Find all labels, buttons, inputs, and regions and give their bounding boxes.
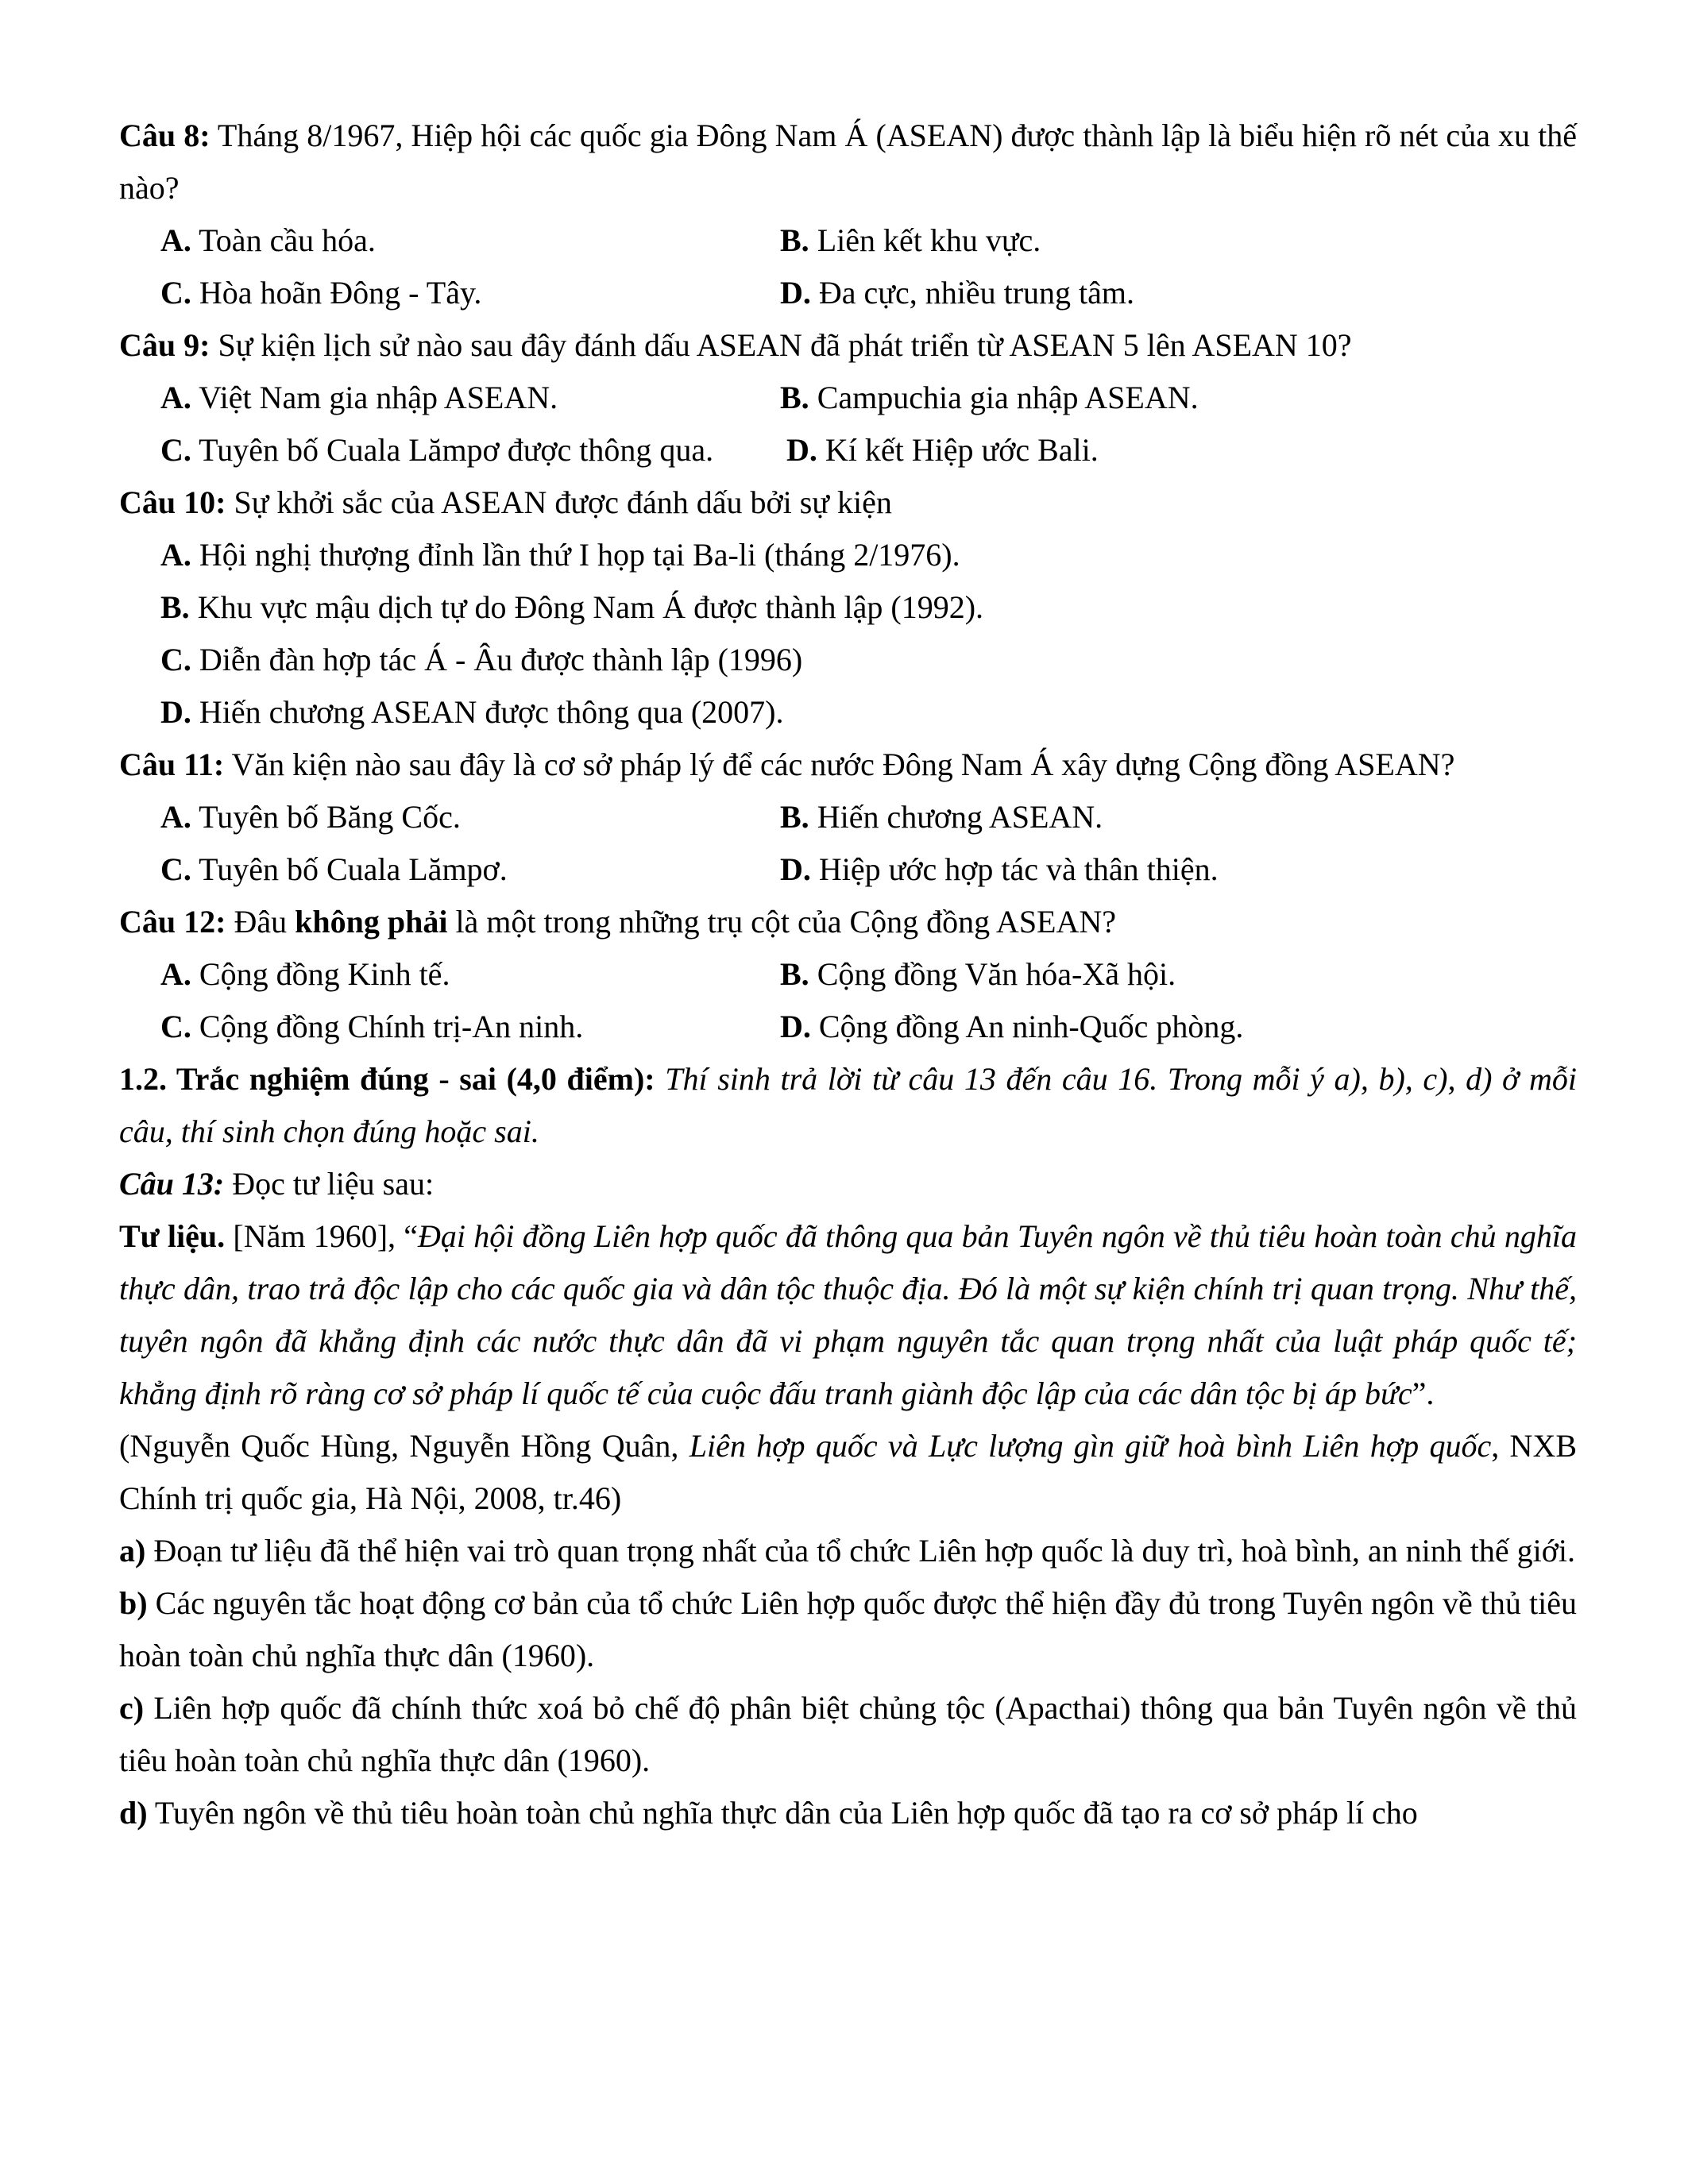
citation-publisher: , NXB Chính trị quốc gia, Hà Nội, 2008, tr.46) (119, 1428, 1578, 1516)
question-8 (119, 110, 1577, 214)
option-letter: C. (160, 275, 191, 311)
question-label: Câu 9: (119, 327, 211, 363)
option-text: Cộng đồng An ninh-Quốc phòng. (810, 1009, 1244, 1044)
document-page (119, 110, 1577, 1839)
option-letter: A. (160, 956, 191, 992)
option-letter: A. (160, 799, 191, 835)
option-text: Tuyên bố Băng Cốc. (191, 799, 461, 835)
option-text: Kí kết Hiệp ước Bali. (817, 432, 1099, 468)
option-text: Hội nghị thượng đỉnh lần thứ I họp tại Ba-li (tháng 2/1976). (191, 537, 960, 573)
source-quote: Đại hội đồng Liên hợp quốc đã thông qua bản Tuyên ngôn về thủ tiêu hoàn toàn chủ nghĩa thực dân, trao trả độc lập cho các quốc gia và dân tộc thuộc địa. Đó là một sự kiện chính trị quan trọng. Như thế, tuyên ngôn đã khẳng định các nước thực dân đã vi phạm nguyên tắc quan trọng nhất của luật pháp quốc tế; khẳng định rõ ràng cơ sở pháp lí quốc tế của cuộc đấu tranh giành độc lập của các dân tộc bị áp bức (119, 1218, 1577, 1411)
option-c (119, 267, 748, 319)
option-d (772, 424, 1398, 477)
question-text: Sự kiện lịch sử nào sau đây đánh dấu ASEAN đã phát triển từ ASEAN 5 lên ASEAN 10? (210, 327, 1352, 363)
option-letter: B. (780, 956, 809, 992)
question-emphasis: không phải (295, 904, 448, 940)
option-letter: D. (786, 432, 817, 468)
options-row (119, 1001, 1577, 1053)
option-letter: B. (780, 222, 809, 258)
options-row (119, 424, 1577, 477)
source-suffix: ”. (1412, 1376, 1435, 1411)
option-c (119, 634, 1577, 686)
option-c (119, 424, 772, 477)
option-a (119, 948, 748, 1001)
option-b (748, 214, 1041, 267)
option-letter: C. (160, 1009, 191, 1044)
options-row (119, 948, 1577, 1001)
statement-letter: d) (119, 1795, 148, 1831)
statement-text: Đoạn tư liệu đã thể hiện vai trò quan trọng nhất của tổ chức Liên hợp quốc là duy trì, hoà bình, an ninh thế giới. (145, 1533, 1575, 1569)
options-row (119, 267, 1577, 319)
source-label: Tư liệu. (119, 1218, 226, 1254)
source-passage (119, 1210, 1577, 1420)
option-letter: D. (780, 1009, 811, 1044)
option-text: Khu vực mậu dịch tự do Đông Nam Á được thành lập (1992). (189, 589, 984, 625)
option-d (748, 843, 1219, 896)
options-row (119, 843, 1577, 896)
statement-c (119, 1682, 1577, 1787)
option-d (119, 686, 1577, 739)
source-prefix: [Năm 1960], “ (225, 1218, 419, 1254)
option-text: Cộng đồng Văn hóa-Xã hội. (809, 956, 1176, 992)
statement-letter: a) (119, 1533, 146, 1569)
citation (119, 1420, 1577, 1525)
option-b (748, 372, 1199, 424)
option-d (748, 1001, 1243, 1053)
question-11 (119, 739, 1577, 791)
question-label: Câu 13: (119, 1166, 225, 1202)
option-a (119, 214, 748, 267)
option-text: Việt Nam gia nhập ASEAN. (191, 380, 558, 415)
statement-text: Các nguyên tắc hoạt động cơ bản của tổ chức Liên hợp quốc được thể hiện đầy đủ trong Tuyên ngôn về thủ tiêu hoàn toàn chủ nghĩa thực dân (1960). (119, 1585, 1577, 1673)
options-row (119, 372, 1577, 424)
option-text: Liên kết khu vực. (809, 222, 1041, 258)
option-b (748, 948, 1176, 1001)
option-b (119, 581, 1577, 634)
option-d (748, 267, 1134, 319)
section-heading (119, 1053, 1577, 1158)
statement-b (119, 1577, 1577, 1682)
question-text: Đọc tư liệu sau: (224, 1166, 435, 1202)
statement-text: Liên hợp quốc đã chính thức xoá bỏ chế độ phân biệt chủng tộc (Apacthai) thông qua bản Tuyên ngôn về thủ tiêu hoàn toàn chủ nghĩa thực dân (1960). (119, 1690, 1577, 1778)
option-text: Toàn cầu hóa. (191, 222, 376, 258)
option-b (748, 791, 1103, 843)
option-text: Hòa hoãn Đông - Tây. (191, 275, 482, 311)
option-letter: C. (160, 851, 191, 887)
question-13 (119, 1158, 1577, 1210)
option-letter: D. (780, 851, 811, 887)
option-letter: A. (160, 380, 191, 415)
statement-letter: c) (119, 1690, 145, 1726)
question-text: Đâu (226, 904, 295, 940)
option-letter: B. (780, 380, 809, 415)
question-label: Câu 8: (119, 118, 211, 153)
option-text: Campuchia gia nhập ASEAN. (809, 380, 1199, 415)
statement-text: Tuyên ngôn về thủ tiêu hoàn toàn chủ nghĩa thực dân của Liên hợp quốc đã tạo ra cơ sở pháp lí cho (147, 1795, 1418, 1831)
question-text: Sự khởi sắc của ASEAN được đánh dấu bởi sự kiện (226, 484, 892, 520)
option-letter: B. (780, 799, 809, 835)
option-text: Hiệp ước hợp tác và thân thiện. (810, 851, 1219, 887)
option-letter: C. (160, 432, 191, 468)
option-text: Hiến chương ASEAN được thông qua (2007). (191, 694, 784, 730)
statement-d (119, 1787, 1577, 1839)
option-text: Diễn đàn hợp tác Á - Âu được thành lập (1996) (191, 642, 803, 677)
option-letter: A. (160, 537, 191, 573)
question-text: Văn kiện nào sau đây là cơ sở pháp lý để các nước Đông Nam Á xây dựng Cộng đồng ASEAN? (224, 747, 1455, 782)
question-label: Câu 12: (119, 904, 226, 940)
option-letter: D. (780, 275, 811, 311)
option-text: Cộng đồng Chính trị-An ninh. (191, 1009, 584, 1044)
option-a (119, 791, 748, 843)
option-c (119, 1001, 748, 1053)
option-letter: A. (160, 222, 191, 258)
question-label: Câu 11: (119, 747, 225, 782)
option-text: Đa cực, nhiều trung tâm. (810, 275, 1134, 311)
option-c (119, 843, 748, 896)
statement-a (119, 1525, 1577, 1577)
option-letter: D. (160, 694, 191, 730)
question-12 (119, 896, 1577, 948)
option-text: Tuyên bố Cuala Lămpơ được thông qua. (191, 432, 714, 468)
question-label: Câu 10: (119, 484, 226, 520)
option-letter: B. (160, 589, 190, 625)
options-row (119, 791, 1577, 843)
citation-authors: (Nguyễn Quốc Hùng, Nguyễn Hồng Quân, (119, 1428, 689, 1464)
question-10 (119, 477, 1577, 529)
option-a (119, 529, 1577, 581)
option-a (119, 372, 748, 424)
citation-title: Liên hợp quốc và Lực lượng gìn giữ hoà bình Liên hợp quốc (689, 1428, 1492, 1464)
statement-letter: b) (119, 1585, 148, 1621)
question-text: là một trong những trụ cột của Cộng đồng ASEAN? (447, 904, 1117, 940)
option-text: Tuyên bố Cuala Lămpơ. (191, 851, 508, 887)
options-row (119, 214, 1577, 267)
section-instruction: Thí sinh trả lời từ câu 13 đến câu 16. Trong mỗi ý a), b), c), d) ở mỗi câu, thí sinh chọn đúng hoặc sai. (119, 1061, 1577, 1149)
option-text: Cộng đồng Kinh tế. (191, 956, 450, 992)
option-letter: C. (160, 642, 191, 677)
question-9 (119, 319, 1577, 372)
option-text: Hiến chương ASEAN. (809, 799, 1103, 835)
question-text: Tháng 8/1967, Hiệp hội các quốc gia Đông Nam Á (ASEAN) được thành lập là biểu hiện rõ nét của xu thế nào? (119, 118, 1578, 206)
section-title: 1.2. Trắc nghiệm đúng - sai (4,0 điểm): (119, 1061, 655, 1097)
